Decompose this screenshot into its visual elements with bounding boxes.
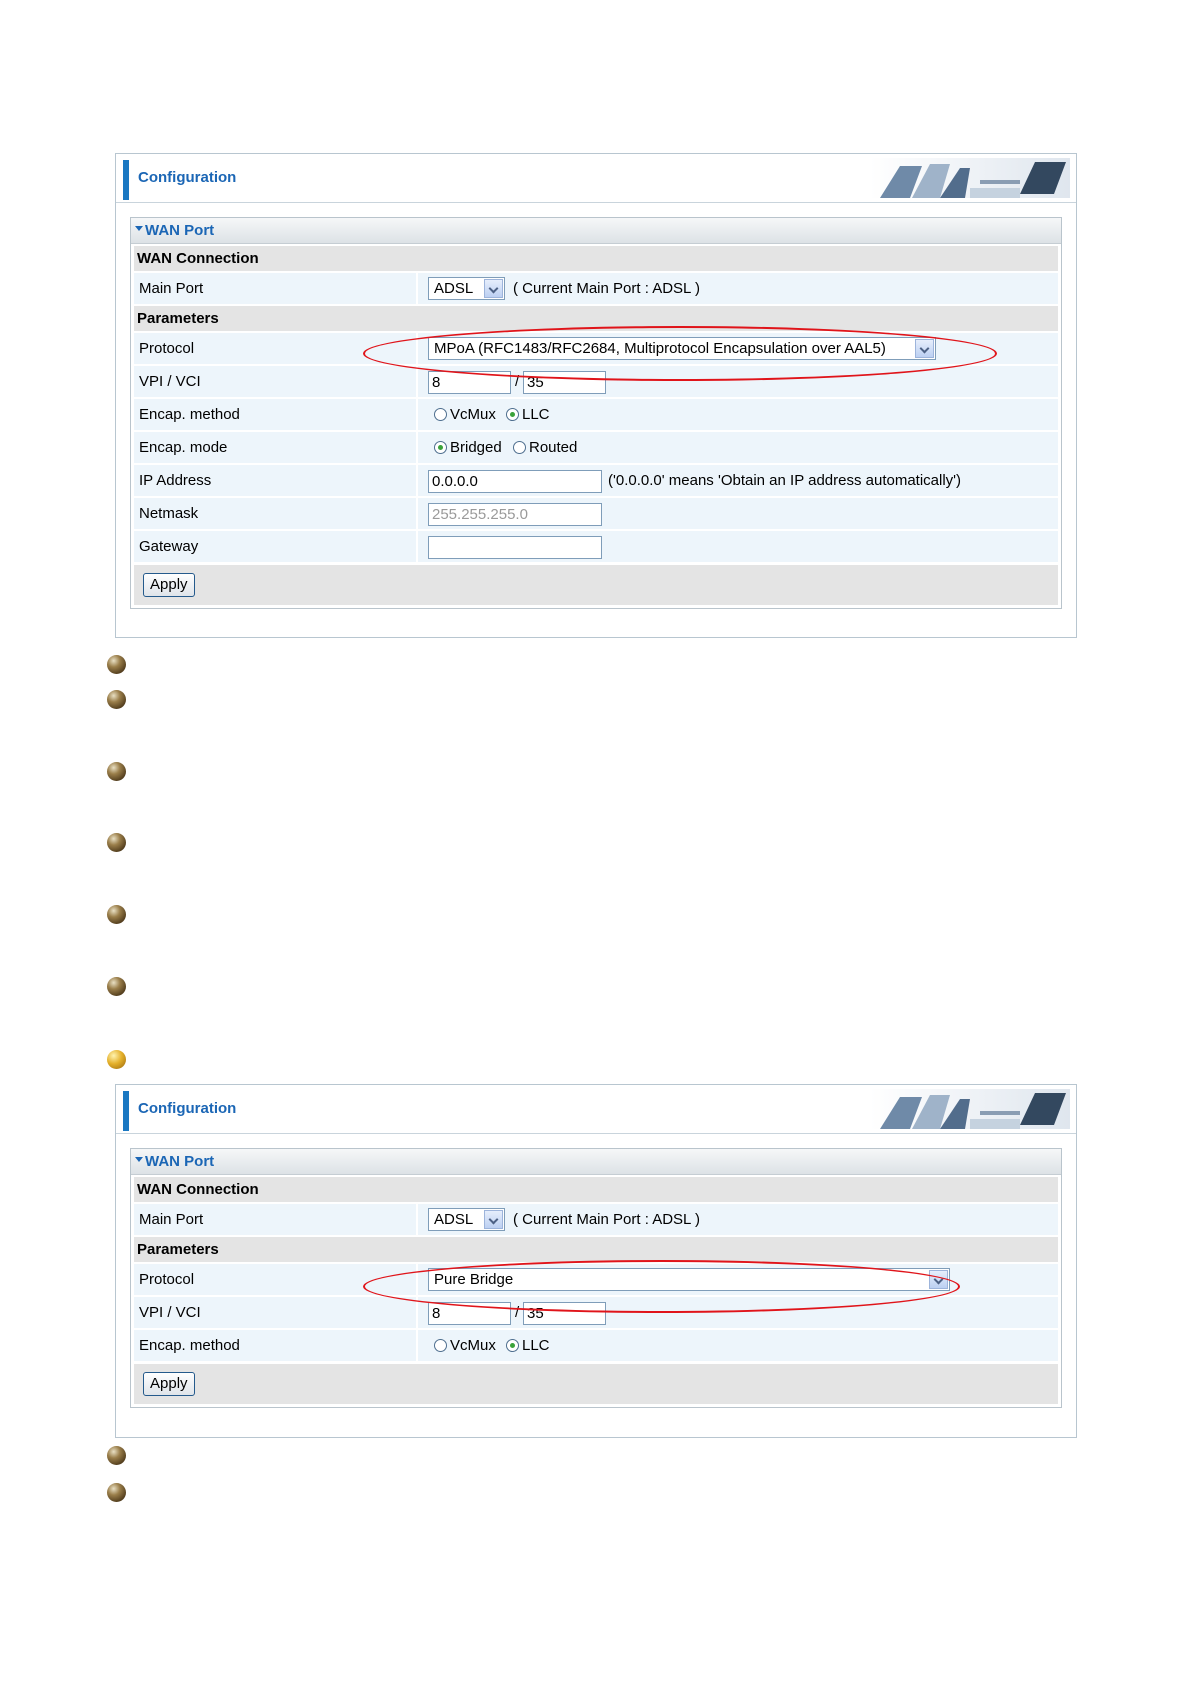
radio-bridged[interactable] (434, 441, 447, 454)
config-title: Configuration (138, 169, 237, 186)
main-port-value: ADSL (434, 1211, 474, 1228)
dropdown-arrow-icon (484, 1210, 503, 1229)
radio-vcmux-label: VcMux (450, 406, 496, 423)
value-netmask (418, 498, 1058, 529)
apply-bar (134, 1364, 1058, 1404)
protocol-value: Pure Bridge (434, 1271, 514, 1288)
section-parameters: Parameters (134, 1237, 1058, 1262)
apply-bar (134, 565, 1058, 605)
label-netmask: Netmask (134, 498, 416, 529)
row-encap-method (134, 399, 1058, 430)
label-protocol: Protocol (134, 333, 416, 364)
apply-button[interactable]: Apply (143, 1372, 195, 1396)
wan-port-title: WAN Port (145, 1153, 215, 1170)
current-main-port-note: ( Current Main Port : ADSL ) (513, 280, 701, 297)
vpi-vci-separator: / (515, 373, 520, 390)
value-protocol (418, 333, 1058, 364)
value-main-port (418, 1204, 1058, 1235)
dropdown-arrow-icon (929, 1270, 948, 1289)
value-ip-address (418, 465, 1058, 496)
dropdown-arrow-icon (484, 279, 503, 298)
label-encap-method: Encap. method (134, 399, 416, 430)
main-port-select[interactable] (428, 277, 505, 300)
gateway-input[interactable] (428, 536, 602, 559)
section-parameters: Parameters (134, 306, 1058, 331)
label-main-port: Main Port (134, 1204, 416, 1235)
radio-bridged-label: Bridged (450, 439, 502, 456)
section-wan-connection: WAN Connection (134, 246, 1058, 271)
wan-port-header[interactable] (131, 218, 1061, 244)
protocol-value: MPoA (RFC1483/RFC2684, Multiprotocol Encapsulation over AAL5) (434, 340, 886, 357)
config-panel-1 (115, 153, 1077, 638)
label-gateway: Gateway (134, 531, 416, 562)
vpi-input[interactable]: 8 (428, 371, 511, 394)
vpi-vci-separator: / (515, 1304, 520, 1321)
wan-port-frame (130, 217, 1062, 609)
radio-routed[interactable] (513, 441, 526, 454)
config-title: Configuration (138, 1100, 237, 1117)
config-panel-2 (115, 1084, 1077, 1438)
dropdown-arrow-icon (915, 339, 934, 358)
row-gateway (134, 531, 1058, 562)
value-main-port (418, 273, 1058, 304)
protocol-select[interactable] (428, 1268, 950, 1291)
apply-button[interactable]: Apply (143, 573, 195, 597)
row-vpi-vci (134, 1297, 1058, 1328)
header-office-image (870, 1089, 1070, 1129)
value-encap-mode (418, 432, 1058, 463)
value-vpi-vci (418, 366, 1058, 397)
value-vpi-vci (418, 1297, 1058, 1328)
row-netmask (134, 498, 1058, 529)
radio-vcmux[interactable] (434, 408, 447, 421)
bronze-sphere-bullet-icon (107, 977, 126, 996)
radio-vcmux-label: VcMux (450, 1337, 496, 1354)
bronze-sphere-bullet-icon (107, 762, 126, 781)
netmask-input[interactable]: 255.255.255.0 (428, 503, 602, 526)
label-ip-address: IP Address (134, 465, 416, 496)
collapse-triangle-icon (135, 226, 143, 231)
header-office-image (870, 158, 1070, 198)
config-header (116, 1085, 1076, 1134)
section-wan-connection: WAN Connection (134, 1177, 1058, 1202)
bronze-sphere-bullet-icon (107, 655, 126, 674)
radio-llc[interactable] (506, 1339, 519, 1352)
main-port-select[interactable] (428, 1208, 505, 1231)
label-encap-method: Encap. method (134, 1330, 416, 1361)
value-protocol (418, 1264, 1058, 1295)
radio-vcmux[interactable] (434, 1339, 447, 1352)
bronze-sphere-bullet-icon (107, 833, 126, 852)
label-encap-mode: Encap. mode (134, 432, 416, 463)
radio-llc-label: LLC (522, 406, 550, 423)
value-encap-method (418, 399, 1058, 430)
value-encap-method (418, 1330, 1058, 1361)
row-encap-mode (134, 432, 1058, 463)
row-protocol (134, 1264, 1058, 1295)
ip-address-note: ('0.0.0.0' means 'Obtain an IP address automatically') (608, 472, 962, 489)
ip-address-input[interactable]: 0.0.0.0 (428, 470, 602, 493)
wan-port-title: WAN Port (145, 222, 215, 239)
collapse-triangle-icon (135, 1157, 143, 1162)
vpi-input[interactable]: 8 (428, 1302, 511, 1325)
vci-input[interactable]: 35 (523, 371, 606, 394)
label-protocol: Protocol (134, 1264, 416, 1295)
bronze-sphere-bullet-icon (107, 1446, 126, 1465)
label-vpi-vci: VPI / VCI (134, 366, 416, 397)
bronze-sphere-bullet-icon (107, 905, 126, 924)
row-vpi-vci (134, 366, 1058, 397)
bronze-sphere-bullet-icon (107, 690, 126, 709)
value-gateway (418, 531, 1058, 562)
protocol-select[interactable] (428, 337, 936, 360)
row-ip-address (134, 465, 1058, 496)
vci-input[interactable]: 35 (523, 1302, 606, 1325)
title-accent-bar (123, 160, 129, 200)
wan-port-frame (130, 1148, 1062, 1408)
row-main-port (134, 1204, 1058, 1235)
gold-sphere-bullet-icon (107, 1050, 126, 1069)
label-main-port: Main Port (134, 273, 416, 304)
title-accent-bar (123, 1091, 129, 1131)
main-port-value: ADSL (434, 280, 474, 297)
current-main-port-note: ( Current Main Port : ADSL ) (513, 1211, 701, 1228)
row-protocol (134, 333, 1058, 364)
radio-llc[interactable] (506, 408, 519, 421)
bronze-sphere-bullet-icon (107, 1483, 126, 1502)
label-vpi-vci: VPI / VCI (134, 1297, 416, 1328)
radio-routed-label: Routed (529, 439, 578, 456)
row-main-port (134, 273, 1058, 304)
row-encap-method (134, 1330, 1058, 1361)
radio-llc-label: LLC (522, 1337, 550, 1354)
config-header (116, 154, 1076, 203)
wan-port-header[interactable] (131, 1149, 1061, 1175)
